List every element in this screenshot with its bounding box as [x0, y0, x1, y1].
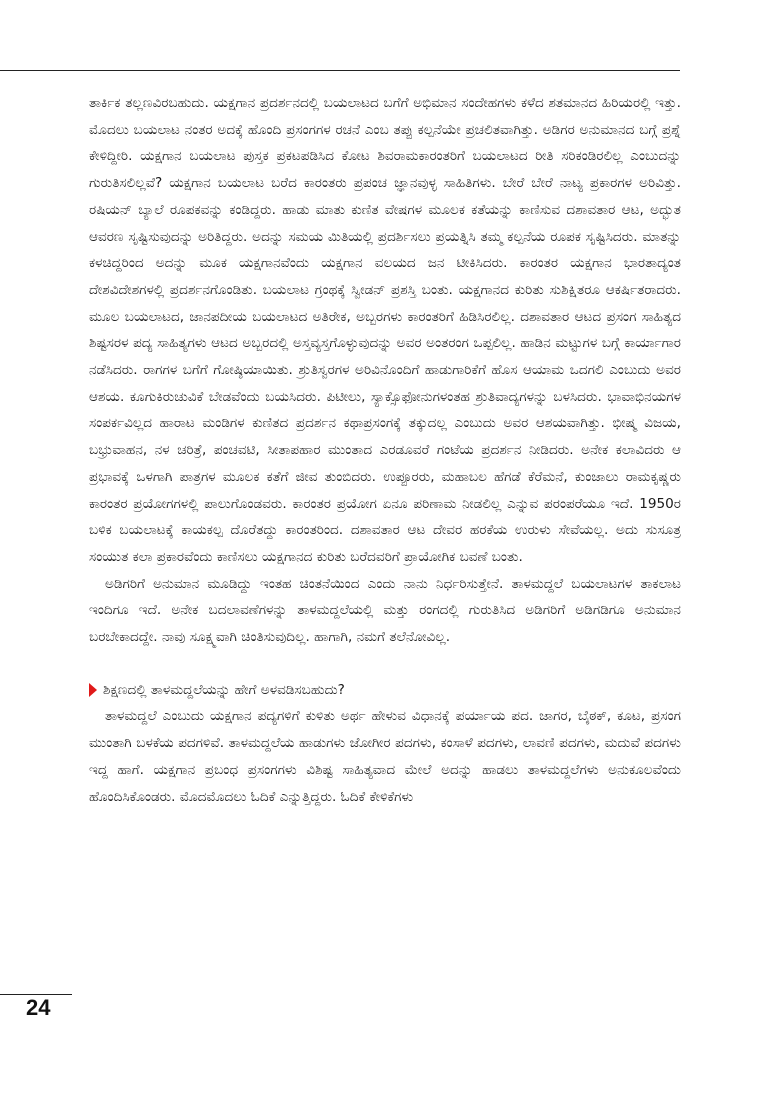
section-spacer — [89, 651, 681, 677]
section-heading — [89, 677, 681, 704]
article-body — [89, 90, 681, 810]
page-number: 24 — [26, 995, 51, 1020]
triangle-bullet-icon — [89, 683, 97, 697]
body-paragraph-3: ತಾಳಮದ್ದಲೆ ಎಂಬುದು ಯಕ್ಷಗಾನ ಪದ್ಯಗಳಿಗೆ ಕುಳಿತು ಅರ್ಥ ಹೇಳುವ ವಿಧಾನಕ್ಕೆ ಪರ್ಯಾಯ ಪದ. ಜಾಗರ, ಬೈಠಕ್, ಕೂಟ, ಪ್ರಸಂಗ ಮುಂತಾಗಿ ಬಳಕೆಯ ಪದಗಳಿವೆ. ತಾಳಮದ್ದಲೆಯ ಹಾಡುಗಳು ಜೋಗೀರ ಪದಗಳು, ಕಂಸಾಳೆ ಪದಗಳು, ಲಾವಣಿ ಪದಗಳು, ಮದುವೆ ಪದಗಳು ಇದ್ದ ಹಾಗೆ. ಯಕ್ಷಗಾನ ಪ್ರಬಂಧ ಪ್ರಸಂಗಗಳು ವಿಶಿಷ್ಟ ಸಾಹಿತ್ಯವಾದ ಮೇಲೆ ಅದನ್ನು ಹಾಡಲು ತಾಳಮದ್ದಲೆಗಳು ಅನುಕೂಲವೆಂದು ಹೊಂದಿಸಿಕೊಂಡರು. ಮೊದಮೊದಲು ಓದಿಕೆ ಎನ್ನುತ್ತಿದ್ದರು. ಓದಿಕೆ ಕೇಳಿಕೆಗಳು — [89, 708, 681, 805]
section-heading-text: ಶಿಕ್ಷಣದಲ್ಲಿ ತಾಳಮದ್ದಲೆಯನ್ನು ಹೇಗೆ ಅಳವಡಿಸಬಹುದು? — [103, 681, 345, 698]
header-rule — [0, 70, 680, 71]
body-paragraph-1: ತಾರ್ಕಿಕ ತಲ್ಲಣವಿರಬಹುದು. ಯಕ್ಷಗಾನ ಪ್ರದರ್ಶನದಲ್ಲಿ ಬಯಲಾಟದ ಬಗೆಗೆ ಅಭಿಮಾನ ಸಂದೇಹಗಳು ಕಳೆದ ಶತಮಾನದ ಹಿರಿಯರಲ್ಲಿ ಇತ್ತು. ಮೊದಲು ಬಯಲಾಟ ನಂತರ ಅದಕ್ಕೆ ಹೊಂದಿ ಪ್ರಸಂಗಗಳ ರಚನೆ ಎಂಬ ತಪ್ಪು ಕಲ್ಪನೆಯೇ ಪ್ರಚಲಿತವಾಗಿತ್ತು. ಅಡಿಗರ ಅನುಮಾನದ ಬಗ್ಗೆ ಪ್ರಶ್ನೆ ಕೇಳಿದ್ದೀರಿ. ಯಕ್ಷಗಾನ ಬಯಲಾಟ ಪುಸ್ತಕ ಪ್ರಕಟಪಡಿಸಿದ ಕೋಟ ಶಿವರಾಮಕಾರಂತರಿಗೆ ಬಯಲಾಟದ ರೀತಿ ಸರಿಕಂಡಿರಲಿಲ್ಲ ಎಂಬುದನ್ನು ಗುರುತಿಸಲಿಲ್ಲವೆ? ಯಕ್ಷಗಾನ ಬಯಲಾಟ ಬರೆದ ಕಾರಂತರು ಪ್ರಪಂಚ ಜ್ಞಾನವುಳ್ಳ ಸಾಹಿತಿಗಳು. ಬೇರೆ ಬೇರೆ ನಾಟ್ಯ ಪ್ರಕಾರಗಳ ಅರಿವಿತ್ತು. ರಷಿಯನ್ ಬ್ಯಾಲೆ ರೂಪಕವನ್ನು ಕಂಡಿದ್ದರು. ಹಾಡು ಮಾತು ಕುಣಿತ ವೇಷಗಳ ಮೂಲಕ ಕತೆಯನ್ನು ಕಾಣಿಸುವ ದಶಾವತಾರ ಆಟ, ಅದ್ಭುತ ಆವರಣ ಸೃಷ್ಟಿಸುವುದನ್ನು ಅರಿತಿದ್ದರು. ಅದನ್ನು ಸಮಯ ಮಿತಿಯಲ್ಲಿ ಪ್ರದರ್ಶಿಸಲು ಪ್ರಯತ್ನಿಸಿ ತಮ್ಮ ಕಲ್ಪನೆಯ ರೂಪಕ ಸೃಷ್ಟಿಸಿದರು. ಮಾತನ್ನು ಕಳಚಿದ್ದರಿಂದ ಅದನ್ನು ಮೂಕ ಯಕ್ಷಗಾನವೆಂದು ಯಕ್ಷಗಾನ ವಲಯದ ಜನ ಟೀಕಿಸಿದರು. ಕಾರಂತರ ಯಕ್ಷಗಾನ ಭಾರತಾದ್ಯಂತ ದೇಶವಿದೇಶಗಳಲ್ಲಿ ಪ್ರದರ್ಶನಗೊಂಡಿತು. ಬಯಲಾಟ ಗ್ರಂಥಕ್ಕೆ ಸ್ವೀಡನ್ ಪ್ರಶಸ್ತಿ ಬಂತು. ಯಕ್ಷಗಾನದ ಕುರಿತು ಸುಶಿಕ್ಷಿತರೂ ಆಕರ್ಷಿತರಾದರು. ಮೂಲ ಬಯಲಾಟದ, ಜಾನಪದೀಯ ಬಯಲಾಟದ ಅತಿರೇಕ, ಅಬ್ಬರಗಳು ಕಾರಂತರಿಗೆ ಹಿಡಿಸಿರಲಿಲ್ಲ. ದಶಾವತಾರ ಆಟದ ಪ್ರಸಂಗ ಸಾಹಿತ್ಯದ ಶಿಷ್ಟಸರಳ ಪದ್ಯ ಸಾಹಿತ್ಯಗಳು ಆಟದ ಅಬ್ಬರದಲ್ಲಿ ಅಸ್ತವ್ಯಸ್ತಗೊಳ್ಳುವುದನ್ನು ಅವರ ಅಂತರಂಗ ಒಪ್ಪಲಿಲ್ಲ. ಹಾಡಿನ ಮಟ್ಟುಗಳ ಬಗ್ಗೆ ಕಾರ್ಯಾಗಾರ ನಡೆಸಿದರು. ರಾಗಗಳ ಬಗೆಗೆ ಗೋಷ್ಠಿಯಾಯಿತು. ಶ್ರುತಿಸ್ವರಗಳ ಅರಿವಿನೊಂದಿಗೆ ಹಾಡುಗಾರಿಕೆಗೆ ಹೊಸ ಆಯಾಮ ಒದಗಲಿ ಎಂಬುದು ಅವರ ಆಶಯ. ಕೂಗುಕಿರುಚುವಿಕೆ ಬೇಡವೆಂದು ಬಯಸಿದರು. ಪಿಟೀಲು, ಸ್ಯಾಕ್ಸೊಫೋನುಗಳಂತಹ ಶ್ರುತಿವಾದ್ಯಗಳನ್ನು ಬಳಸಿದರು. ಭಾವಾಭಿನಯಗಳ ಸಂಪರ್ಕವಿಲ್ಲದ ಹಾರಾಟ ಮಂಡಿಗಳ ಕುಣಿತದ ಪ್ರದರ್ಶನ ಕಥಾಪ್ರಸಂಗಕ್ಕೆ ತಕ್ಕುದಲ್ಲ ಎಂಬುದು ಅವರ ಆಶಯವಾಗಿತ್ತು. ಭೀಷ್ಮ ವಿಜಯ, ಬಭ್ರುವಾಹನ, ನಳ ಚರಿತ್ರೆ, ಪಂಚವಟಿ, ಸೀತಾಪಹಾರ ಮುಂತಾದ ಎರಡೂವರೆ ಗಂಟೆಯ ಪ್ರದರ್ಶನ ನೀಡಿದರು. ಅನೇಕ ಕಲಾವಿದರು ಆ ಪ್ರಭಾವಕ್ಕೆ ಒಳಗಾಗಿ ಪಾತ್ರಗಳ ಮೂಲಕ ಕತೆಗೆ ಜೀವ ತುಂಬಿದರು. ಉಪ್ಪೂರರು, ಮಹಾಬಲ ಹೆಗಡೆ ಕೆರೆಮನೆ, ಕುಂಜಾಲು ರಾಮಕೃಷ್ಣರು ಕಾರಂತರ ಪ್ರಯೋಗಗಳಲ್ಲಿ ಪಾಲುಗೊಂಡವರು. ಕಾರಂತರ ಪ್ರಯೋಗ ಏನೂ ಪರಿಣಾಮ ನೀಡಲಿಲ್ಲ ಎನ್ನುವ ಪರಂಪರೆಯೂ ಇದೆ. 1950ರ ಬಳಿಕ ಬಯಲಾಟಕ್ಕೆ ಕಾಯಕಲ್ಪ ದೊರೆತದ್ದು ಕಾರಂತರಿಂದ. ದಶಾವತಾರ ಆಟ ದೇವರ ಹರಕೆಯ ಉರುಳು ಸೇವೆಯಲ್ಲ. ಅದು ಸುಸೂತ್ರ ಸಂಯುತ ಕಲಾ ಪ್ರಕಾರವೆಂದು ಕಾಣಿಸಲು ಯಕ್ಷಗಾನದ ಕುರಿತು ಬರೆದವರಿಗೆ ಪ್ರಾಯೋಗಿಕ ಬವಣೆ ಬಂತು. — [89, 95, 681, 565]
body-paragraph-2: ಅಡಿಗರಿಗೆ ಅನುಮಾನ ಮೂಡಿದ್ದು ಇಂತಹ ಚಿಂತನೆಯಿಂದ ಎಂದು ನಾನು ನಿರ್ಧರಿಸುತ್ತೇನೆ. ತಾಳಮದ್ದಲೆ ಬಯಲಾಟಗಳ ತಾಕಲಾಟ ಇಂದಿಗೂ ಇದೆ. ಅನೇಕ ಬದಲಾವಣೆಗಳನ್ನು ತಾಳಮದ್ದಲೆಯಲ್ಲಿ ಮತ್ತು ರಂಗದಲ್ಲಿ ಗುರುತಿಸಿದ ಅಡಿಗರಿಗೆ ಅಡಿಗಡಿಗೂ ಅನುಮಾನ ಬರಬೇಕಾದದ್ದೇ. ನಾವು ಸೂಕ್ಷ್ಮವಾಗಿ ಚಿಂತಿಸುವುದಿಲ್ಲ. ಹಾಗಾಗಿ, ನಮಗೆ ತಲೆನೋವಿಲ್ಲ. — [89, 575, 681, 646]
